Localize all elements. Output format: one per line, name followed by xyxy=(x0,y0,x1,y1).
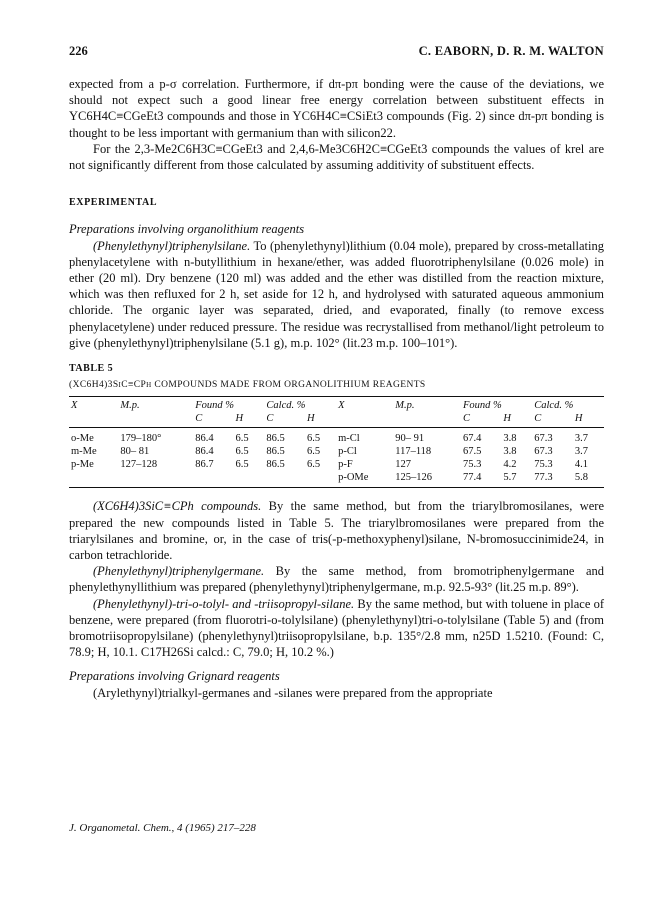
col-found: Found % xyxy=(193,397,264,413)
paragraph-title: (Phenylethynyl)triphenylgermane. xyxy=(93,564,265,579)
table-row: o-Me 179–180° 86.4 6.5 86.5 6.5 m-Cl 90– 91 67.4 3.8 67.3 3.7 xyxy=(71,433,588,445)
col-x: X xyxy=(69,397,118,413)
paragraph: (Arylethynyl)trialkyl-germanes and -silanes were prepared from the appropriate xyxy=(93,685,493,700)
subsection-heading: Preparations involving Grignard reagents xyxy=(69,669,280,684)
paragraph: For the 2,3-Me2C6H3C≡CGeEt3 and 2,4,6-Me3C6H2C≡CGeEt3 compounds the values of krel are not significantly different from those calculated by assuming additivity of substituent effects. xyxy=(69,141,604,173)
col-x: X xyxy=(336,397,393,413)
paragraph: (Phenylethynyl)triphenylgermane. By the same method, from bromotriphenylgermane and phenylethynyllithium was prepared (phenylethynyl)triphenylgermane, m.p. 92.5-93° (lit.25 m.p. 89°). xyxy=(69,564,604,595)
paragraph: expected from a p-σ correlation. Furthermore, if dπ-pπ bonding were the cause of the deviations, we should not expect such a good linear free energy correlation between substituent effects in YC6H4C≡CGeEt3 compounds and those in YC6H4C≡CSiEt3 compounds (Fig. 2) since dπ-pπ bonding is thought to be less important with germanium than with silicon22. xyxy=(69,77,604,140)
paragraph-title: (XC6H4)3SiC≡CPh compounds. xyxy=(93,499,262,514)
col-calcd: Calcd. % xyxy=(532,397,604,413)
paragraph-title: (Phenylethynyl)-tri-o-tolyl- and -triisopropyl-silane. xyxy=(93,596,355,611)
table-row: m-Me 80– 81 86.4 6.5 86.5 6.5 p-Cl 117–118 67.5 3.8 67.3 3.7 xyxy=(71,446,588,458)
table-caption: TABLE 5 xyxy=(69,363,114,375)
col-calcd: Calcd. % xyxy=(264,397,336,413)
paragraph: (XC6H4)3SiC≡CPh compounds. By the same method, but from the triarylbromosilanes, were prepared the new compounds listed in Table 5. The triarylbromosilanes were prepared from the triarylsilanes and bromine, or, in the case of tris(-p-methoxyphenyl)silane, N-bromosuccinimide24, in carbon tetrachloride. xyxy=(69,499,605,563)
journal-citation: J. Organometal. Chem., 4 (1965) 217–228 xyxy=(69,822,256,834)
paragraph: (Phenylethynyl)triphenylsilane. To (phenylethynyl)lithium (0.04 mole), prepared by cross-metallating phenylacetylene with n-butyllithium in hexane/ether, was added fluorotriphenylsilane (0.026 mole) in ether (20 ml). Dry benzene (120 ml) was added and the ether was distilled from the reaction mixture, which was then refluxed for 2 h, set aside for 12 h, and hydrolysed with saturated aqueous ammonium chloride. The organic layer was separated, dried, and evaporated, finally (to remove excess phenylacetylene) under reduced pressure. The residue was recrystallised from methanol/light petroleum to give (phenylethynyl)triphenylsilane (5.1 g), m.p. 102° (lit.23 m.p. 100–101°). xyxy=(69,238,604,350)
article-body xyxy=(69,76,604,701)
table-row: p-OMe 125–126 77.4 5.7 77.3 5.8 xyxy=(69,471,604,488)
section-heading: EXPERIMENTAL xyxy=(69,197,158,209)
col-mp: M.p. xyxy=(118,397,193,413)
page-header xyxy=(69,44,604,62)
paragraph-title: (Phenylethynyl)triphenylsilane. xyxy=(93,238,251,253)
page-number: 226 xyxy=(69,44,88,58)
col-mp: M.p. xyxy=(393,397,461,413)
running-title: C. EABORN, D. R. M. WALTON xyxy=(418,44,604,58)
data-table: X M.p. Found % Calcd. % X M.p. Found % Calcd. % C H C H C H C H o-Me 179–180° 86.4 6.5 86.5 6.5 m-Cl 90– 91 67.4 3.8 67.3 3.7 m-Me 80– 81 86.4 6.5 86.5 6.5 p-Cl 117–118 67.5 3.8 67.3 3.7 p-Me 127–128 86.7 6.5 86.5 6.5 p-F 127 75.3 4.2 75.3 4.1 p-OMe 125–126 77.4 5.7 77.3 5.8 xyxy=(69,396,604,488)
col-found: Found % xyxy=(461,397,532,413)
table-subtitle: (XC6H4)3SiC≡CPh COMPOUNDS MADE FROM ORGANOLITHIUM REAGENTS xyxy=(69,380,426,391)
paragraph: (Phenylethynyl)-tri-o-tolyl- and -triisopropyl-silane. By the same method, but with toluene in place of benzene, were prepared (from fluorotri-o-tolylsilane) (phenylethynyl)tri-o-tolylsilane (Table 5) and (from bromotriisopropylsilane) (phenylethynyl)triisopropylsilane, b.p. 135°/2.8 mm, n25D 1.5210. (Found: C, 78.9; H, 10.1. C17H26Si calcd.: C, 79.0; H, 10.2 %.) xyxy=(69,596,605,660)
table-row: p-Me 127–128 86.7 6.5 86.5 6.5 p-F 127 75.3 4.2 75.3 4.1 xyxy=(71,459,588,471)
subsection-heading: Preparations involving organolithium reagents xyxy=(69,222,305,237)
